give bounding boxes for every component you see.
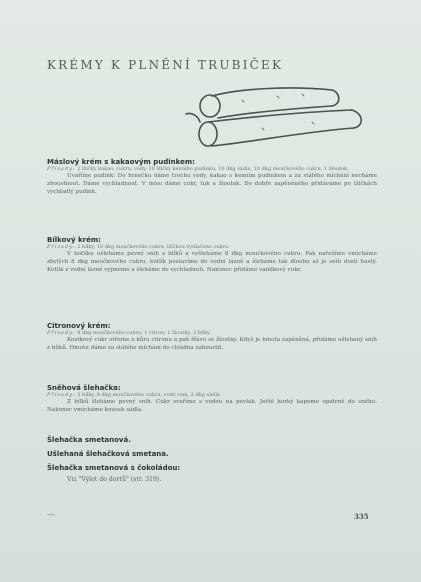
extra-list — [47, 436, 377, 484]
ingredients-label: Přísady: — [47, 244, 76, 250]
section-heading: Máslový krém s kakaovým pudinkem: — [47, 158, 195, 166]
ingredients-text: 8 dkg moučkového cukru, 1 citron, 1 žloutky, 3 bílky. — [77, 330, 211, 336]
ingredients-label: Přísady: — [47, 166, 76, 172]
rolled-tubes-illustration — [182, 82, 364, 154]
instructions: Uvaříme pudink: Do hrnečku dáme trochu vody, kakao s kenním pudinkem a za stálého míchání necháme zhoustnout. Dáme vychladnout. V mísu dáme cukr, tuk a žloutek. Do dobře zapěněného přidáváme po lžičkách vychladlý pudink. — [47, 173, 377, 196]
section-heading: Citronový krém: — [47, 322, 111, 330]
section-1 — [47, 236, 377, 274]
section-0 — [47, 158, 377, 196]
ingredients-text: 2 lžičky kakao, cukru, vody, 10 lžičky kenního pudinku, 10 dkg sádla, 10 dkg moučkového cukru, 1 žloutek. — [77, 166, 349, 172]
instructions: Kostkový cukr otřeme o kůru citronu a pak šťávu se žloutky. Když je hmota zapěněná, přidáme ušlehaný sníh z bílků. Hmotu dáme za stálého míchání do chladna zahoustit. — [47, 337, 377, 352]
section-2 — [47, 322, 377, 352]
instructions: Z bílků šleháme pevný sníh. Cukr svaříme s vodou na povlak. Ještě horký kapeme opatrně do sněhu. Nakonec vmícháme kousek sádla. — [47, 399, 377, 414]
extra-heading: Ušlehaná šlehačková smetana. — [47, 450, 169, 458]
instructions: V kotlíku ušleháme pevný sníh z bílků a vyšleháme 8 dkg moučkového cukru. Pak nařežíme vmícháme zbylých 8 dkg moučkového cukru, kotlík postavíme do vodní lázně a šleháme tak dlouho až je sníh dosti hustý. Kotlík z vodní lázně vyjmeme a šleháme do vychladnutí. Nakonec přidáme vanilkový cukr. — [47, 251, 377, 274]
extra-heading: Šlehačka smetanová. — [47, 436, 131, 444]
ingredients-label: Přísady: — [47, 392, 76, 398]
page-title: KRÉMY K PLNĚNÍ TRUBIČEK — [47, 58, 284, 72]
see-also: Viz "Výlet do dortů" (str. 319). — [67, 476, 162, 483]
section-3 — [47, 384, 377, 414]
section-heading: Bílkový krém: — [47, 236, 101, 244]
page-mark: — — [47, 510, 55, 519]
extra-heading: Šlehačka smetanová s čokoládou: — [47, 464, 181, 472]
ingredients-text: 2 bílky, 8 dkg moučkového cukru, vody rum, 2 dkg sádla. — [77, 392, 222, 398]
ingredients-text: 2 bílky, 10 dkg moučkového cukru, lžičkou vydlačeno cukru. — [77, 244, 230, 250]
page-number: 335 — [354, 512, 369, 521]
section-heading: Sněhová šlehačka: — [47, 384, 121, 392]
ingredients-label: Přísady: — [47, 330, 76, 336]
